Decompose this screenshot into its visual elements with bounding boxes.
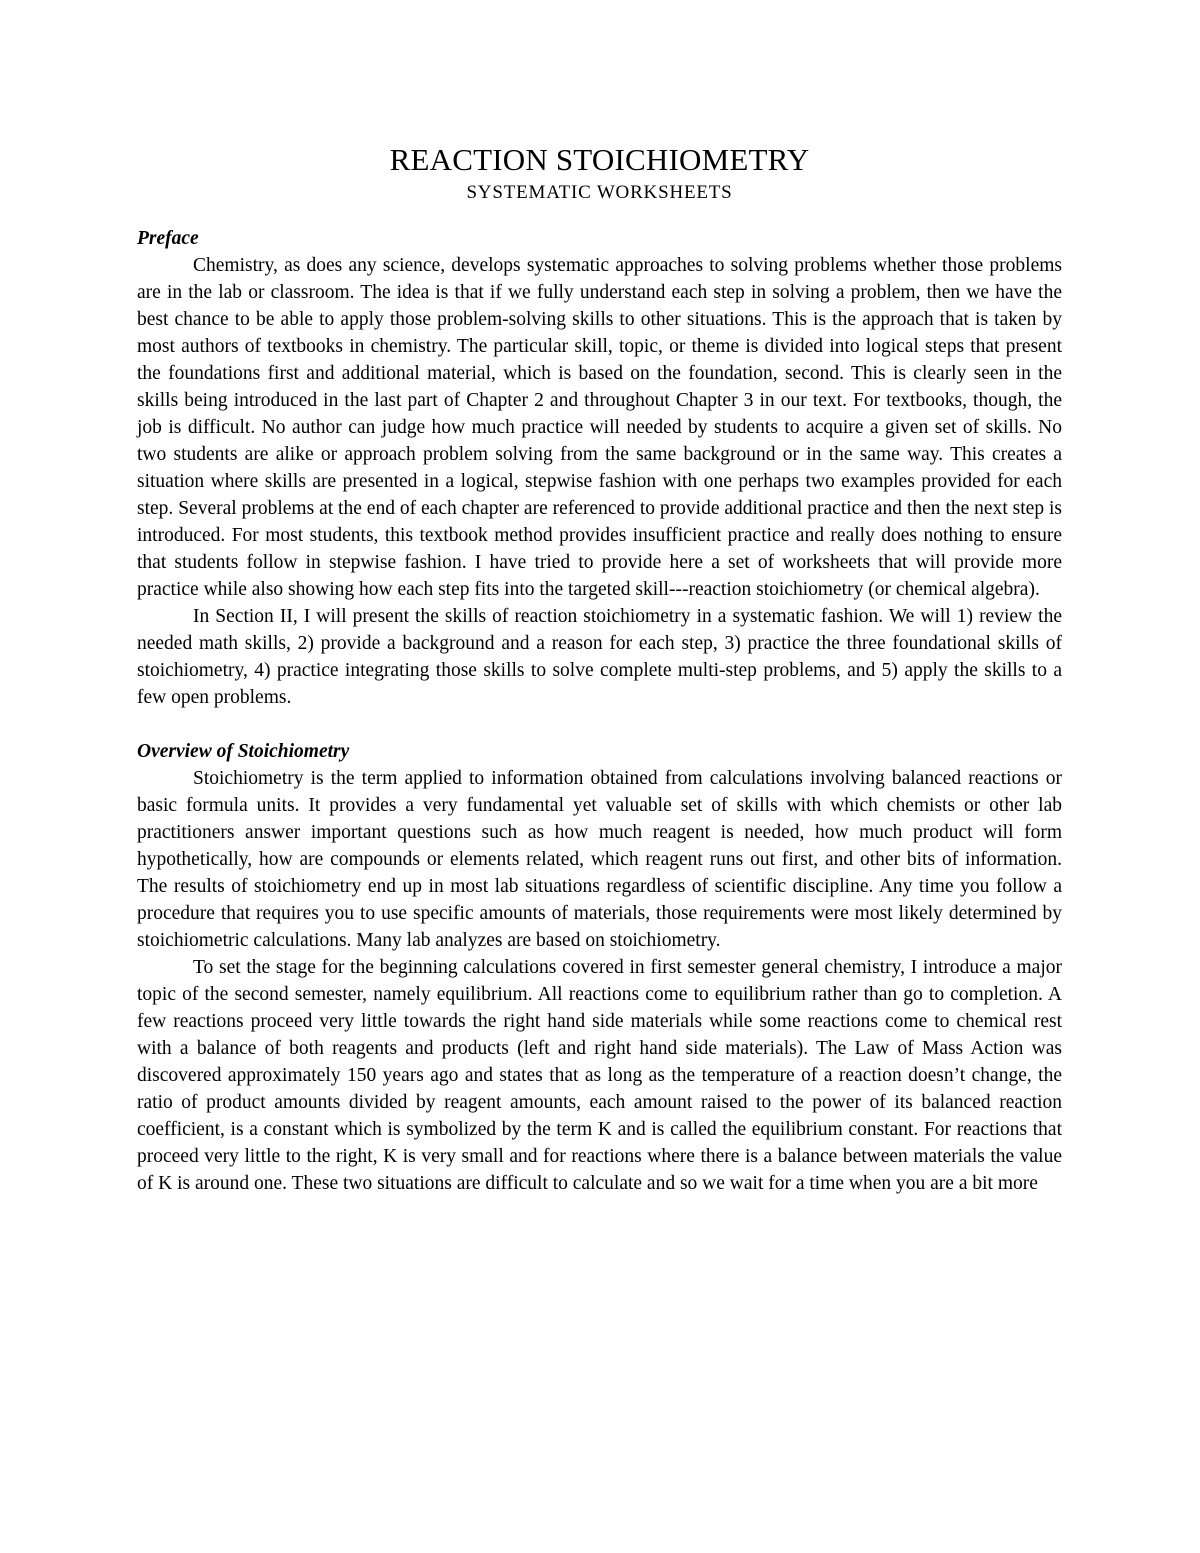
document-title: REACTION STOICHIOMETRY <box>389 142 810 177</box>
section-heading-overview: Overview of Stoichiometry <box>137 741 350 762</box>
overview-paragraph-2: To set the stage for the beginning calculations covered in first semester general chemistry, I introduce a major topic of the second semester, namely equilibrium. All reactions come to equilibrium rather than go to completion. A few reactions proceed very little towards the right hand side materials while some reactions come to chemical rest with a balance of both reagents and products (left and right hand side materials). The Law of Mass Action was discovered approximately 150 years ago and states that as long as the temperature of a reaction doesn’t change, the ratio of product amounts divided by reagent amounts, each amount raised to the power of its balanced reaction coefficient, is a constant which is symbolized by the term K and is called the equilibrium constant. For reactions that proceed very little to the right, K is very small and for reactions where there is a balance between materials the value of K is around one. These two situations are difficult to calculate and so we wait for a time when you are a bit more <box>137 957 1062 1194</box>
document-subtitle: SYSTEMATIC WORKSHEETS <box>466 182 733 203</box>
section-preface <box>137 225 1062 711</box>
section-overview <box>137 738 1062 1197</box>
section-heading-preface: Preface <box>137 228 199 249</box>
preface-paragraph-1: Chemistry, as does any science, develops systematic approaches to solving problems whether those problems are in the lab or classroom. The idea is that if we fully understand each step in solving a problem, then we have the best chance to be able to apply those problem-solving skills to other situations. This is the approach that is taken by most authors of textbooks in chemistry. The particular skill, topic, or theme is divided into logical steps that present the foundations first and additional material, which is based on the foundation, second. This is clearly seen in the skills being introduced in the last part of Chapter 2 and throughout Chapter 3 in our text. For textbooks, though, the job is difficult. No author can judge how much practice will needed by students to acquire a given set of skills. No two students are alike or approach problem solving from the same background or in the same way. This creates a situation where skills are presented in a logical, stepwise fashion with one perhaps two examples provided for each step. Several problems at the end of each chapter are referenced to provide additional practice and then the next step is introduced. For most students, this textbook method provides insufficient practice and really does nothing to ensure that students follow in stepwise fashion. I have tried to provide here a set of worksheets that will provide more practice while also showing how each step fits into the targeted skill---reaction stoichiometry (or chemical algebra). <box>137 255 1062 600</box>
preface-paragraph-2: In Section II, I will present the skills of reaction stoichiometry in a systematic fashion. We will 1) review the needed math skills, 2) provide a background and a reason for each step, 3) practice the three foundational skills of stoichiometry, 4) practice integrating those skills to solve complete multi-step problems, and 5) apply the skills to a few open problems. <box>137 606 1062 708</box>
document-page <box>137 140 1062 1197</box>
overview-paragraph-1: Stoichiometry is the term applied to information obtained from calculations involving balanced reactions or basic formula units. It provides a very fundamental yet valuable set of skills with which chemists or other lab practitioners answer important questions such as how much reagent is needed, how much product will form hypothetically, how are compounds or elements related, which reagent runs out first, and other bits of information. The results of stoichiometry end up in most lab situations regardless of scientific discipline. Any time you follow a procedure that requires you to use specific amounts of materials, those requirements were most likely determined by stoichiometric calculations. Many lab analyzes are based on stoichiometry. <box>137 768 1062 951</box>
